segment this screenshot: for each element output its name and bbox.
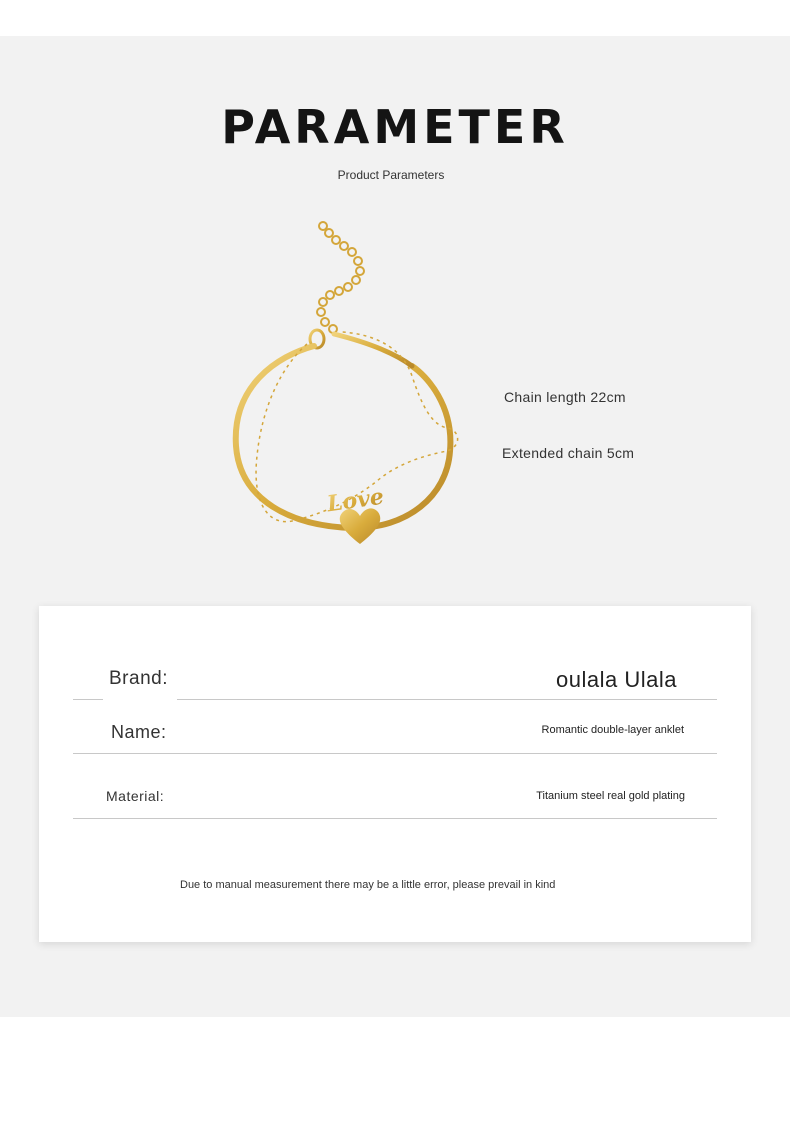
name-value: Romantic double-layer anklet (541, 724, 684, 736)
material-value: Titanium steel real gold plating (536, 790, 685, 802)
love-pendant: Love (325, 483, 386, 518)
page-title: PARAMETER (221, 100, 569, 154)
measurement-note: Due to manual measurement there may be a little error, please prevail in kind (180, 879, 556, 891)
chain-length-spec: Chain length 22cm (504, 389, 626, 405)
extended-chain-spec: Extended chain 5cm (502, 445, 635, 461)
material-divider (73, 818, 717, 819)
parameter-table-card (39, 606, 751, 942)
anklet-product-image (222, 216, 472, 556)
page-subtitle: Product Parameters (337, 168, 445, 182)
heart-pendant (340, 508, 381, 544)
brand-divider (177, 699, 717, 700)
name-label: Name: (111, 722, 167, 742)
material-label: Material: (106, 788, 165, 804)
brand-label: Brand: (109, 668, 168, 689)
brand-divider-left (73, 699, 103, 700)
name-divider (73, 753, 717, 754)
extender-chain (317, 222, 364, 333)
brand-value: oulala Ulala (556, 667, 677, 692)
